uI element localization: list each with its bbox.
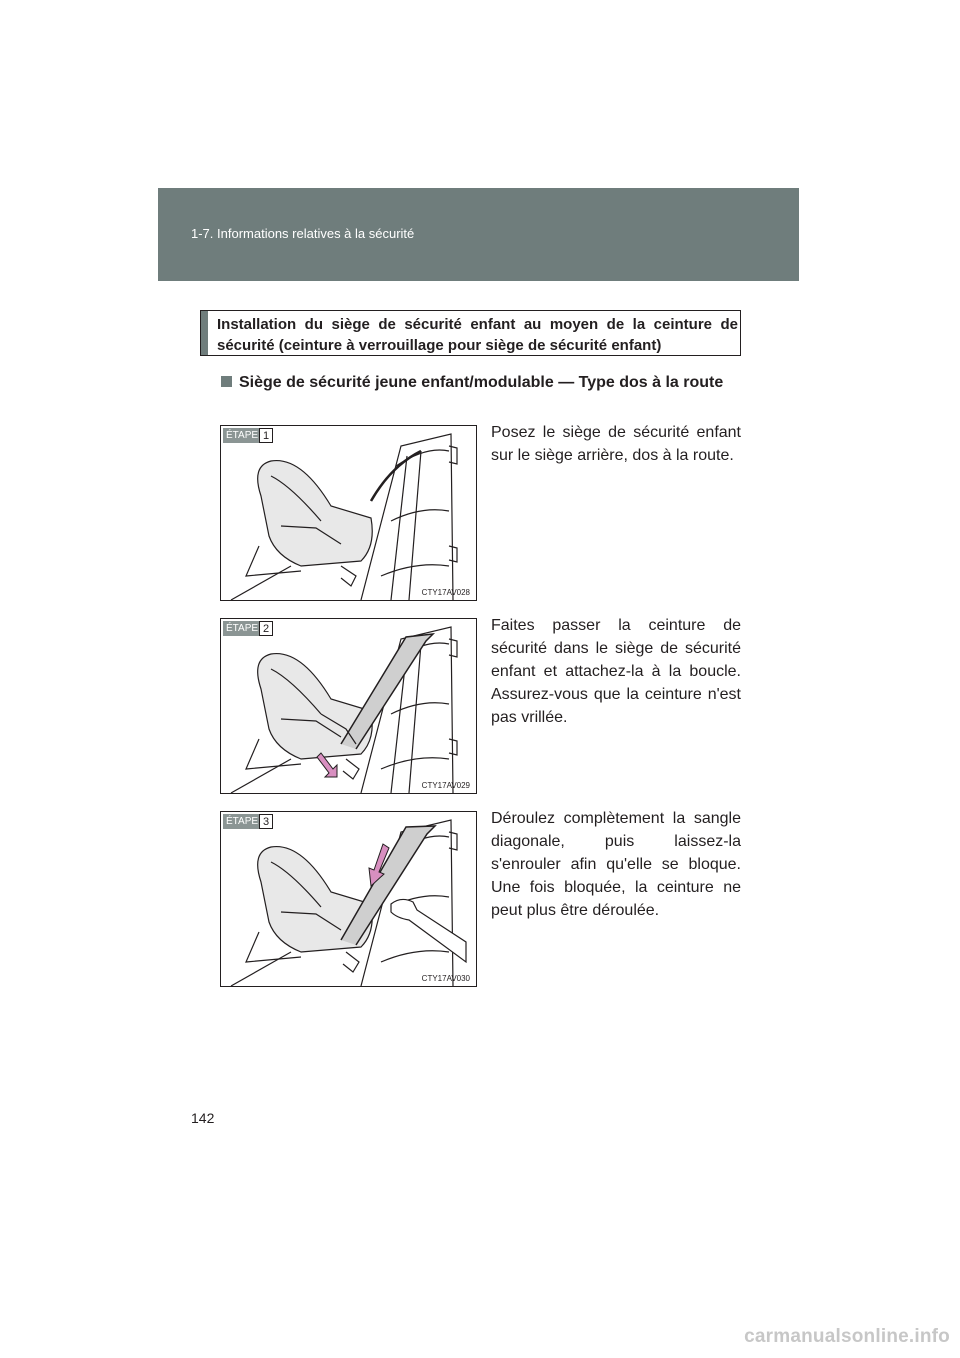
step-1-badge-number: 1 bbox=[259, 428, 273, 443]
step-2-text: Faites passer la ceinture de sécurité dans le siège de sécurité enfant et attachez-la à la boucle. Assurez-vous que la ceinture n'est pas vrillée. bbox=[491, 617, 741, 726]
step-3-badge bbox=[223, 814, 273, 829]
section-square-icon bbox=[221, 376, 232, 387]
step-1-figure-code: CTY17AV028 bbox=[421, 588, 470, 597]
child-seat-illustration bbox=[221, 812, 476, 986]
hand-icon bbox=[391, 899, 466, 962]
step-2-badge bbox=[223, 621, 273, 636]
step-1-badge-label: ÉTAPE bbox=[223, 428, 259, 443]
step-1-figure bbox=[220, 425, 477, 601]
child-seat-illustration bbox=[221, 619, 476, 793]
step-3-figure-code: CTY17AV030 bbox=[421, 974, 470, 983]
step-3-figure bbox=[220, 811, 477, 987]
step-2-figure bbox=[220, 618, 477, 794]
step-2-badge-number: 2 bbox=[259, 621, 273, 636]
step-3-text: Déroulez complètement la sangle diagonale, puis laissez-la s'enrouler afin qu'elle se bloque. Une fois bloquée, la ceinture ne peut plus être déroulée. bbox=[491, 810, 741, 919]
step-1-text: Posez le siège de sécurité enfant sur le siège arrière, dos à la route. bbox=[491, 424, 741, 464]
step-2-badge-label: ÉTAPE bbox=[223, 621, 259, 636]
step-1-badge bbox=[223, 428, 273, 443]
subheading-text: Siège de sécurité jeune enfant/modulable — Type dos à la route bbox=[239, 374, 724, 391]
chapter-section-label: 1-7. Informations relatives à la sécurité bbox=[191, 226, 415, 241]
step-3-badge-label: ÉTAPE bbox=[223, 814, 259, 829]
section-title-box bbox=[200, 310, 741, 356]
step-3-badge-number: 3 bbox=[259, 814, 273, 829]
step-2-figure-code: CTY17AV029 bbox=[421, 781, 470, 790]
page-number: 142 bbox=[191, 1110, 215, 1126]
section-title-accent bbox=[201, 311, 208, 355]
watermark[interactable]: carmanualsonline.info bbox=[744, 1326, 950, 1347]
subheading bbox=[221, 370, 741, 396]
section-title: Installation du siège de sécurité enfant au moyen de la ceinture de sécurité (ceinture à verrouillage pour siège de sécurité enfant) bbox=[217, 316, 738, 354]
child-seat-illustration bbox=[221, 426, 476, 600]
